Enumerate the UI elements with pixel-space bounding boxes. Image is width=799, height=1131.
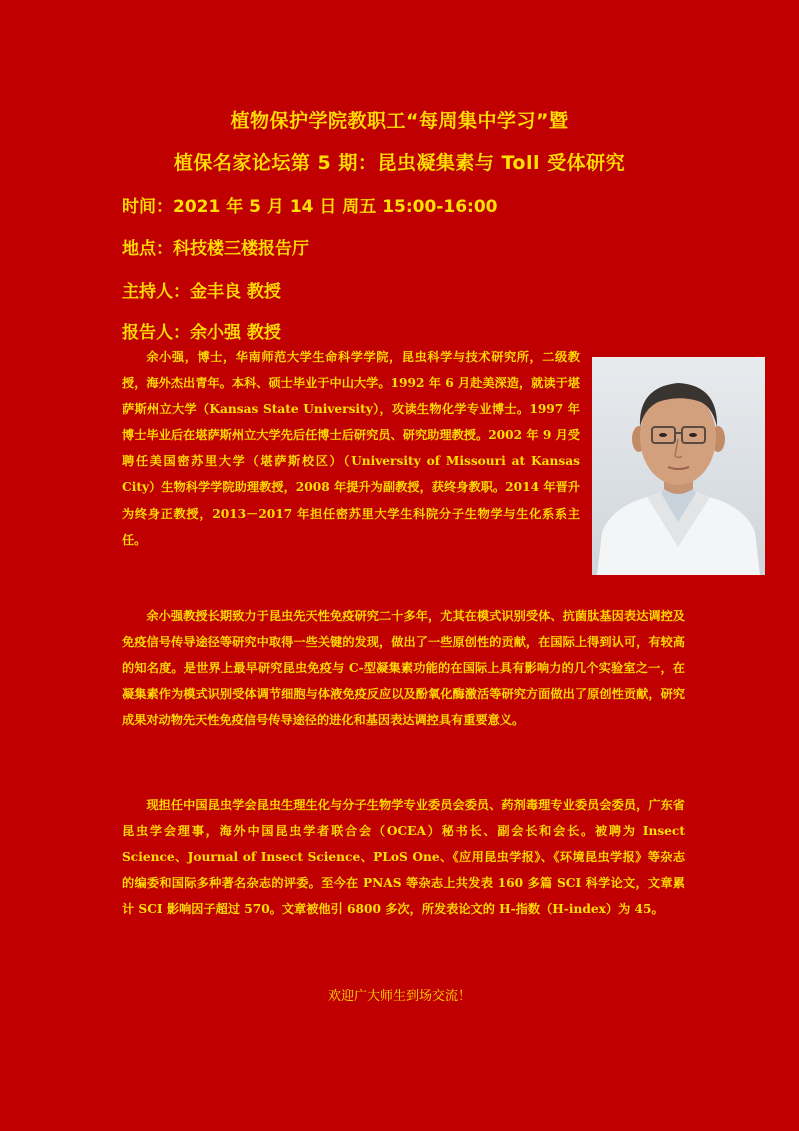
poster-title-line-1: 植物保护学院教职工“每周集中学习”暨 xyxy=(230,110,569,132)
time-value: 2021 年 5 月 14 日 周五 15:00-16:00 xyxy=(173,197,498,217)
time-label: 时间： xyxy=(122,197,173,217)
welcome-message: 欢迎广大师生到场交流！ xyxy=(327,989,471,1004)
poster-title-line-2: 植保名家论坛第 5 期：昆虫凝集素与 Toll 受体研究 xyxy=(173,152,626,174)
speaker-portrait-icon xyxy=(592,357,765,575)
event-speaker xyxy=(122,318,281,343)
host-value: 金丰良 教授 xyxy=(190,282,281,302)
speaker-photo xyxy=(592,357,765,575)
event-place xyxy=(122,234,309,259)
speaker-label: 报告人： xyxy=(122,323,190,343)
speaker-value: 余小强 教授 xyxy=(190,323,281,343)
bio-paragraph-1: 余小强，博士，华南师范大学生命科学学院，昆虫科学与技术研究所，二级教授，海外杰出青年。本科、硕士毕业于中山大学。1992 年 6 月赴美深造，就读于堪萨斯州立大学（Kansas State University），攻读生物化学专业博士。1997 年博士毕业后在堪萨斯州立大学先后任博士后研究员、研究助理教授。2002 年 9 月受聘任美国密苏里大学（堪萨斯校区）（University of Missouri at Kansas City）生物科学学院助理教授，2008 年提升为副教授，获终身教职。2014 年晋升为终身正教授，2013－2017 年担任密苏里大学生科院分子生物学与生化系系主任。 xyxy=(122,350,580,547)
event-time xyxy=(122,192,498,217)
event-host xyxy=(122,277,281,302)
place-value: 科技楼三楼报告厅 xyxy=(173,239,309,259)
place-label: 地点： xyxy=(122,239,173,259)
bio-paragraph-3: 现担任中国昆虫学会昆虫生理生化与分子生物学专业委员会委员、药剂毒理专业委员会委员，广东省昆虫学会理事，海外中国昆虫学者联合会（OCEA）秘书长、副会长和会长。被聘为 Insect Science、Journal of Insect Science、PLoS One、《应用昆虫学报》、《环境昆虫学报》等杂志的编委和国际多种著名杂志的评委。至今在 PNAS 等杂志上共发表 160 多篇 SCI 科学论文，文章累计 SCI 影响因子超过 570。文章被他引 6800 多次，所发表论文的 H-指数（H-index）为 45。 xyxy=(122,798,685,917)
host-label: 主持人： xyxy=(122,282,190,302)
bio-paragraph-2: 余小强教授长期致力于昆虫先天性免疫研究二十多年，尤其在模式识别受体、抗菌肽基因表达调控及免疫信号传导途径等研究中取得一些关键的发现，做出了一些原创性的贡献，在国际上得到认可，有较高的知名度。是世界上最早研究昆虫免疫与 C-型凝集素功能的在国际上具有影响力的几个实验室之一，在凝集素作为模式识别受体调节细胞与体液免疫反应以及酚氧化酶激活等研究方面做出了原创性贡献，研究成果对动物先天性免疫信号传导途径的进化和基因表达调控具有重要意义。 xyxy=(122,609,685,728)
